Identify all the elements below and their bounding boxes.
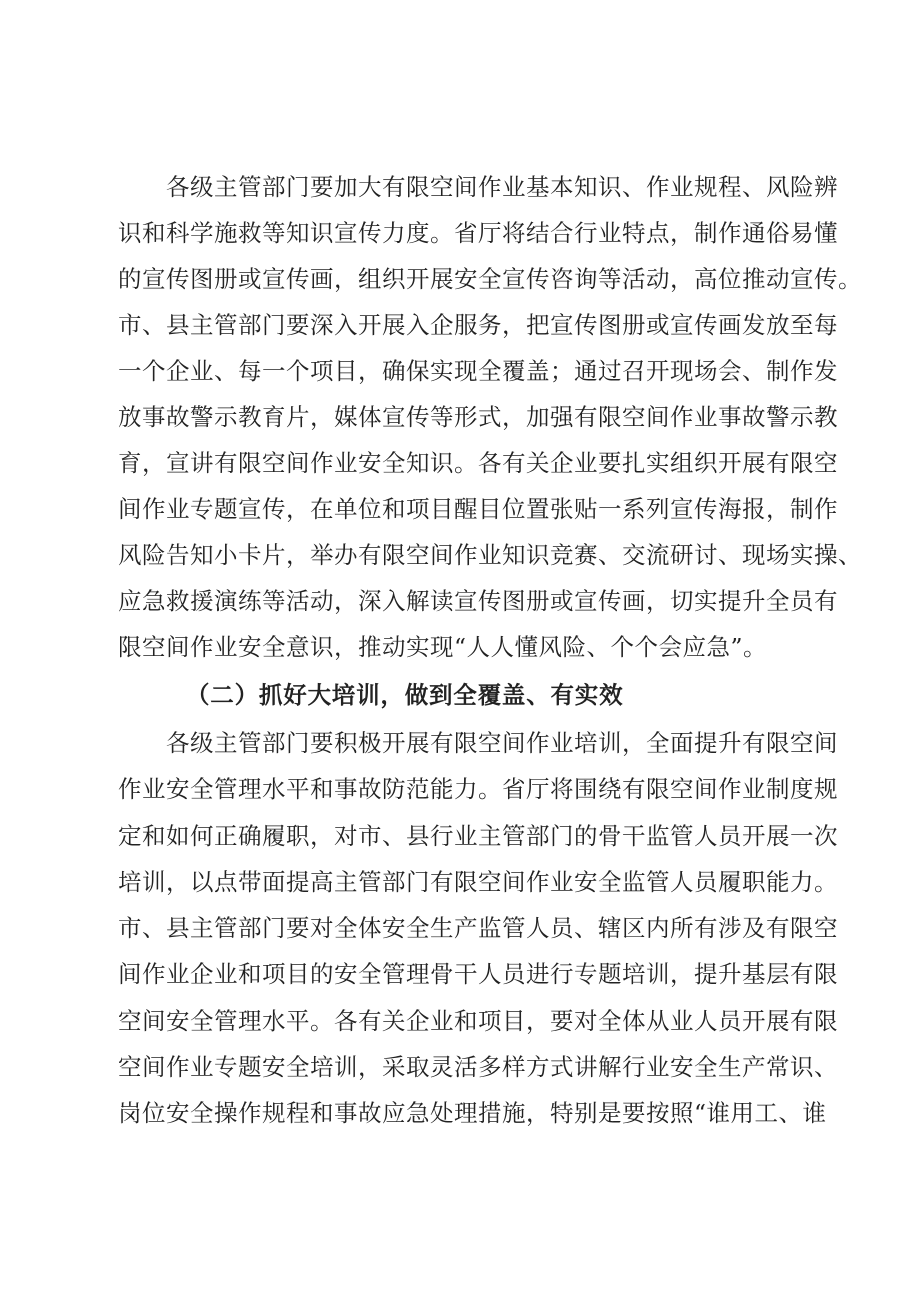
paragraph-2-line-8: 空间作业专题安全培训，采取灵活多样方式讲解行业安全生产常识、 [118,1053,838,1081]
paragraph-1-line-2: 识和科学施救等知识宣传力度。省厅将结合行业特点，制作通俗易懂 [118,219,838,247]
paragraph-1-line-6: 放事故警示教育片，媒体宣传等形式，加强有限空间作业事故警示教 [118,403,838,431]
paragraph-1-line-10: 应急救援演练等活动，深入解读宣传图册或宣传画，切实提升全员有 [118,587,838,615]
paragraph-2-line-3: 定和如何正确履职，对市、县行业主管部门的骨干监管人员开展一次 [118,822,838,850]
paragraph-1-line-8: 间作业专题宣传，在单位和项目醒目位置张贴一系列宣传海报，制作 [118,495,838,523]
paragraph-1-line-5: 一个企业、每一个项目，确保实现全覆盖；通过召开现场会、制作发 [118,357,838,385]
paragraph-2-line-6: 间作业企业和项目的安全管理骨干人员进行专题培训，提升基层有限 [118,960,838,988]
paragraph-2-line-9: 岗位安全操作规程和事故应急处理措施，特别是要按照“谁用工、谁 [118,1099,827,1127]
paragraph-2-line-4: 培训，以点带面提高主管部门有限空间作业安全监管人员履职能力。 [118,868,838,896]
paragraph-1-line-11: 限空间作业安全意识，推动实现“人人懂风险、个个会应急”。 [118,633,768,661]
paragraph-2-line-1: 各级主管部门要积极开展有限空间作业培训，全面提升有限空间 [166,729,838,757]
paragraph-1-line-7: 育，宣讲有限空间作业安全知识。各有关企业要扎实组织开展有限空 [118,449,838,477]
section-heading: （二）抓好大培训，做到全覆盖、有实效 [186,681,624,709]
paragraph-2-line-5: 市、县主管部门要对全体安全生产监管人员、辖区内所有涉及有限空 [118,914,838,942]
paragraph-1-line-4: 市、县主管部门要深入开展入企服务，把宣传图册或宣传画发放至每 [118,311,838,339]
paragraph-1-line-9: 风险告知小卡片，举办有限空间作业知识竞赛、交流研讨、现场实操、 [118,541,862,569]
paragraph-1-line-3: 的宣传图册或宣传画，组织开展安全宣传咨询等活动，高位推动宣传。 [118,265,862,293]
paragraph-2-line-2: 作业安全管理水平和事故防范能力。省厅将围绕有限空间作业制度规 [118,775,838,803]
paragraph-2-line-7: 空间安全管理水平。各有关企业和项目，要对全体从业人员开展有限 [118,1007,838,1035]
paragraph-1-line-1: 各级主管部门要加大有限空间作业基本知识、作业规程、风险辨 [166,173,838,201]
